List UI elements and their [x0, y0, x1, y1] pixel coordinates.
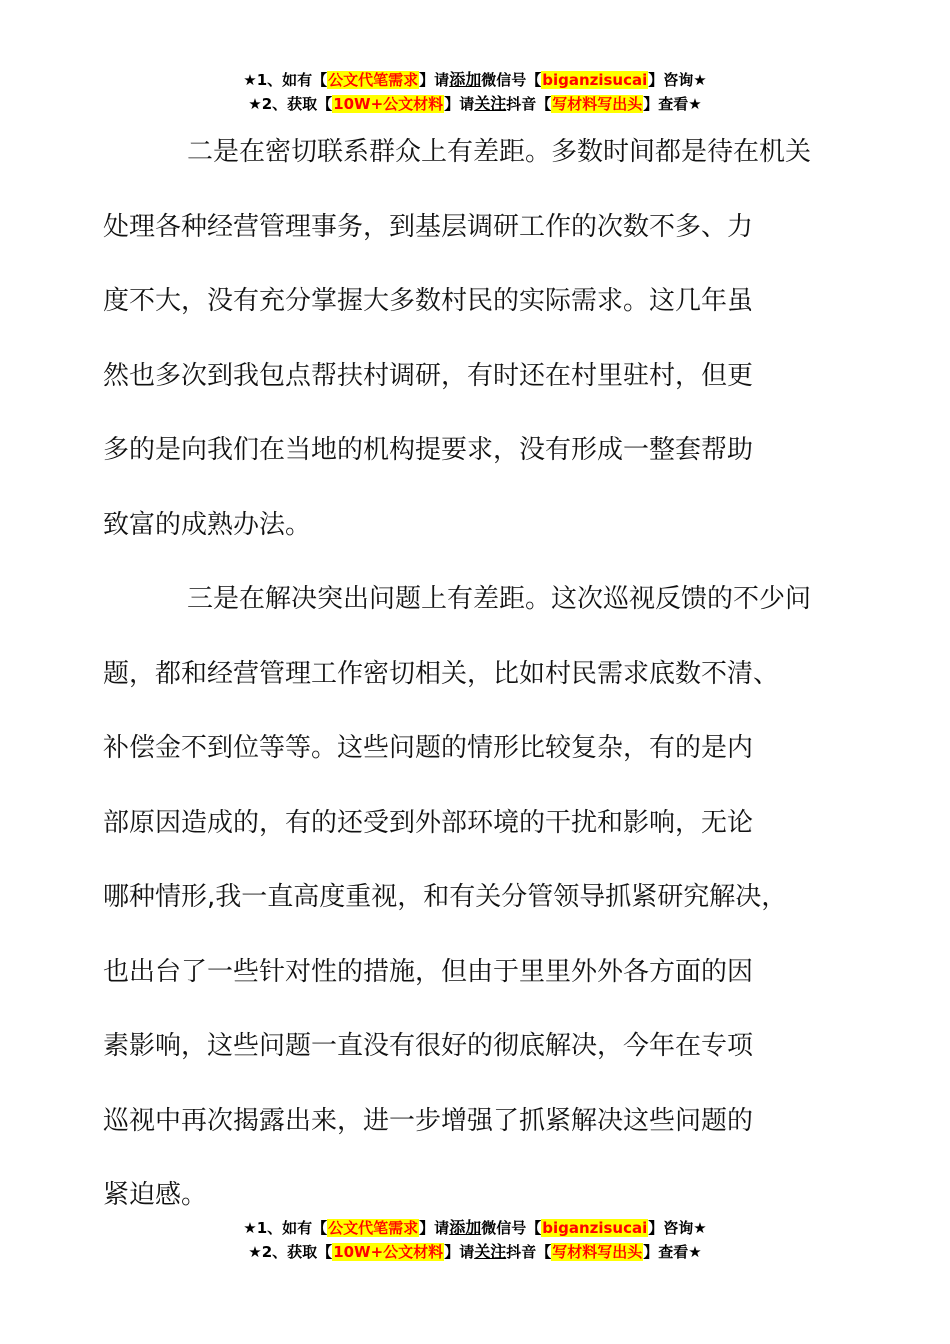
- banner-text: 】请: [419, 1219, 450, 1237]
- highlighted-service: 公文代笔需求: [328, 71, 419, 89]
- paragraph-2: [103, 115, 815, 562]
- text-line: 也出台了一些针对性的措施，但由于里里外外各方面的因: [103, 956, 754, 987]
- wechat-id: biganzisucai: [542, 71, 648, 89]
- banner-text: 抖音【: [506, 1243, 552, 1261]
- douyin-account: 写材料写出头: [552, 95, 643, 113]
- banner-text: 微信号【: [481, 71, 542, 89]
- banner-text: 】请: [444, 95, 475, 113]
- banner-line-2: [0, 1240, 950, 1264]
- text-line: 题，都和经营管理工作密切相关，比如村民需求底数不清、: [103, 658, 780, 689]
- text-line: 巡视中再次揭露出来，进一步增强了抓紧解决这些问题的: [103, 1105, 754, 1136]
- banner-emphasis: 添加: [449, 1218, 482, 1237]
- text-line: 补偿金不到位等等。这些问题的情形比较复杂，有的是内: [103, 733, 754, 763]
- banner-line-1: [0, 68, 950, 92]
- banner-text: 】查看★: [643, 95, 702, 113]
- banner-emphasis: 添加: [449, 70, 482, 89]
- text-line: 紧迫感。: [103, 1180, 208, 1210]
- banner-text: 】咨询★: [648, 1219, 707, 1237]
- highlighted-service: 公文代笔需求: [328, 1219, 419, 1237]
- text-line: 哪种情形,我一直高度重视，和有关分管领导抓紧研究解决，: [103, 882, 788, 912]
- douyin-account: 写材料写出头: [552, 1243, 643, 1261]
- banner-text: 】查看★: [643, 1243, 702, 1261]
- text-line: 多的是向我们在当地的机构提要求，没有形成一整套帮助: [103, 435, 754, 465]
- paragraph-3: [103, 562, 815, 1233]
- banner-text: ★1、如有【: [243, 1219, 328, 1237]
- text-line: 度不大，没有充分掌握大多数村民的实际需求。这几年虽: [103, 286, 754, 316]
- banner-text: ★2、获取【: [248, 95, 333, 113]
- document-body: [103, 115, 815, 1233]
- text-line: 二是在密切联系群众上有差距。多数时间都是待在机关: [187, 137, 812, 167]
- bottom-banner: [0, 1216, 950, 1264]
- banner-text: 】请: [444, 1243, 475, 1261]
- banner-text: ★2、获取【: [248, 1243, 333, 1261]
- text-line: 处理各种经营管理事务，到基层调研工作的次数不多、力: [103, 211, 754, 242]
- highlighted-materials: 10W+公文材料: [333, 1243, 444, 1261]
- banner-text: 微信号【: [481, 1219, 542, 1237]
- banner-emphasis: 关注: [474, 94, 507, 113]
- banner-text: 】咨询★: [648, 71, 707, 89]
- banner-emphasis: 关注: [474, 1242, 507, 1261]
- banner-line-1: [0, 1216, 950, 1240]
- banner-line-2: [0, 92, 950, 116]
- wechat-id: biganzisucai: [542, 1219, 648, 1237]
- text-line: 三是在解决突出问题上有差距。这次巡视反馈的不少问: [187, 584, 812, 614]
- banner-text: 抖音【: [506, 95, 552, 113]
- highlighted-materials: 10W+公文材料: [333, 95, 444, 113]
- text-line: 然也多次到我包点帮扶村调研，有时还在村里驻村，但更: [103, 360, 754, 391]
- text-line: 部原因造成的，有的还受到外部环境的干扰和影响，无论: [103, 807, 754, 838]
- top-banner: [0, 68, 950, 116]
- text-line: 致富的成熟办法。: [103, 509, 312, 540]
- banner-text: 】请: [419, 71, 450, 89]
- banner-text: ★1、如有【: [243, 71, 328, 89]
- text-line: 素影响，这些问题一直没有很好的彻底解决，今年在专项: [103, 1031, 754, 1061]
